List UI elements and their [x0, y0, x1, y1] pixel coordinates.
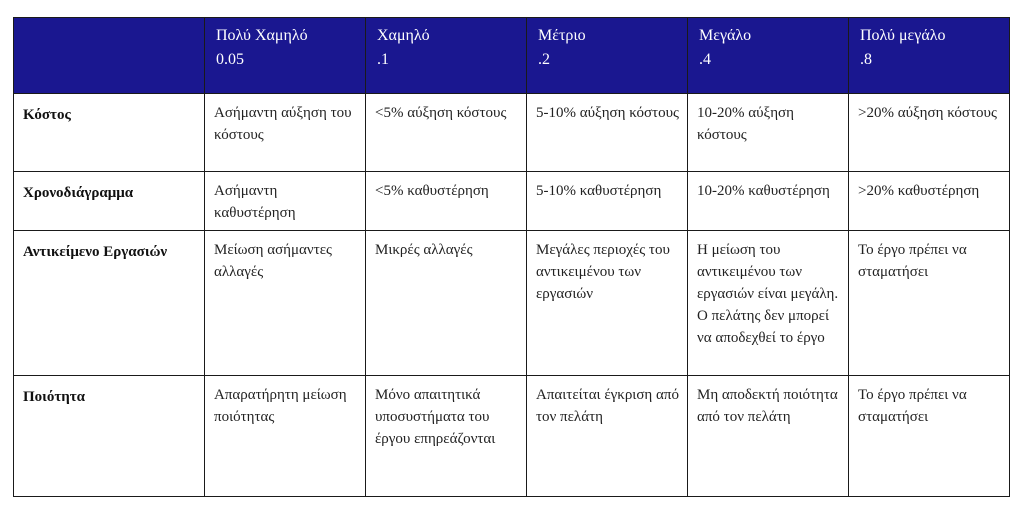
table-cell: 5-10% καθυστέρηση [527, 172, 688, 231]
header-low [366, 18, 527, 94]
table-cell: Μικρές αλλαγές [366, 231, 527, 376]
table-row-schedule [14, 172, 1010, 231]
table-cell: Απαιτείται έγκριση από τον πελάτη [527, 376, 688, 497]
table-cell: Μεγάλες περιοχές του αντικειμένου των εργασιών [527, 231, 688, 376]
header-very-high [849, 18, 1010, 94]
table-cell: Η μείωση του αντικειμένου των εργασιών είναι μεγάλη. Ο πελάτης δεν μπορεί να αποδεχθεί το έργο [688, 231, 849, 376]
table-cell: 5-10% αύξηση κόστους [527, 94, 688, 172]
table-cell: Μείωση ασήμαντες αλλαγές [205, 231, 366, 376]
row-label: Ποιότητα [14, 376, 205, 497]
header-very-low [205, 18, 366, 94]
header-label: Πολύ μεγάλο [860, 27, 946, 44]
header-row [14, 18, 1010, 94]
header-value: .4 [699, 51, 711, 68]
header-corner-cell [14, 18, 205, 94]
header-label: Πολύ Χαμηλό [216, 27, 308, 44]
header-value: .8 [860, 51, 872, 68]
row-label: Κόστος [14, 94, 205, 172]
table-cell: >20% αύξηση κόστους [849, 94, 1010, 172]
table-cell: Το έργο πρέπει να σταματήσει [849, 231, 1010, 376]
header-value: .2 [538, 51, 550, 68]
table-row-cost [14, 94, 1010, 172]
table-cell: Μη αποδεκτή ποιότητα από τον πελάτη [688, 376, 849, 497]
header-label: Χαμηλό [377, 27, 430, 44]
header-label: Μεγάλο [699, 27, 752, 44]
row-label: Χρονοδιάγραμμα [14, 172, 205, 231]
table-cell: >20% καθυστέρηση [849, 172, 1010, 231]
table-cell: Ασήμαντη αύξηση του κόστους [205, 94, 366, 172]
header-label: Μέτριο [538, 27, 586, 44]
row-label: Αντικείμενο Εργασιών [14, 231, 205, 376]
header-value: 0.05 [216, 51, 244, 68]
table-cell: <5% αύξηση κόστους [366, 94, 527, 172]
table-row-quality [14, 376, 1010, 497]
table-row-scope [14, 231, 1010, 376]
table-cell: Το έργο πρέπει να σταματήσει [849, 376, 1010, 497]
table-cell: 10-20% καθυστέρηση [688, 172, 849, 231]
header-medium [527, 18, 688, 94]
table-cell: 10-20% αύξηση κόστους [688, 94, 849, 172]
impact-scale-table [13, 17, 1010, 497]
table-cell: Μόνο απαιτητικά υποσυστήματα του έργου επηρεάζονται [366, 376, 527, 497]
table-cell: Ασήμαντη καθυστέρηση [205, 172, 366, 231]
table-cell: Απαρατήρητη μείωση ποιότητας [205, 376, 366, 497]
header-high [688, 18, 849, 94]
table-cell: <5% καθυστέρηση [366, 172, 527, 231]
header-value: .1 [377, 51, 389, 68]
